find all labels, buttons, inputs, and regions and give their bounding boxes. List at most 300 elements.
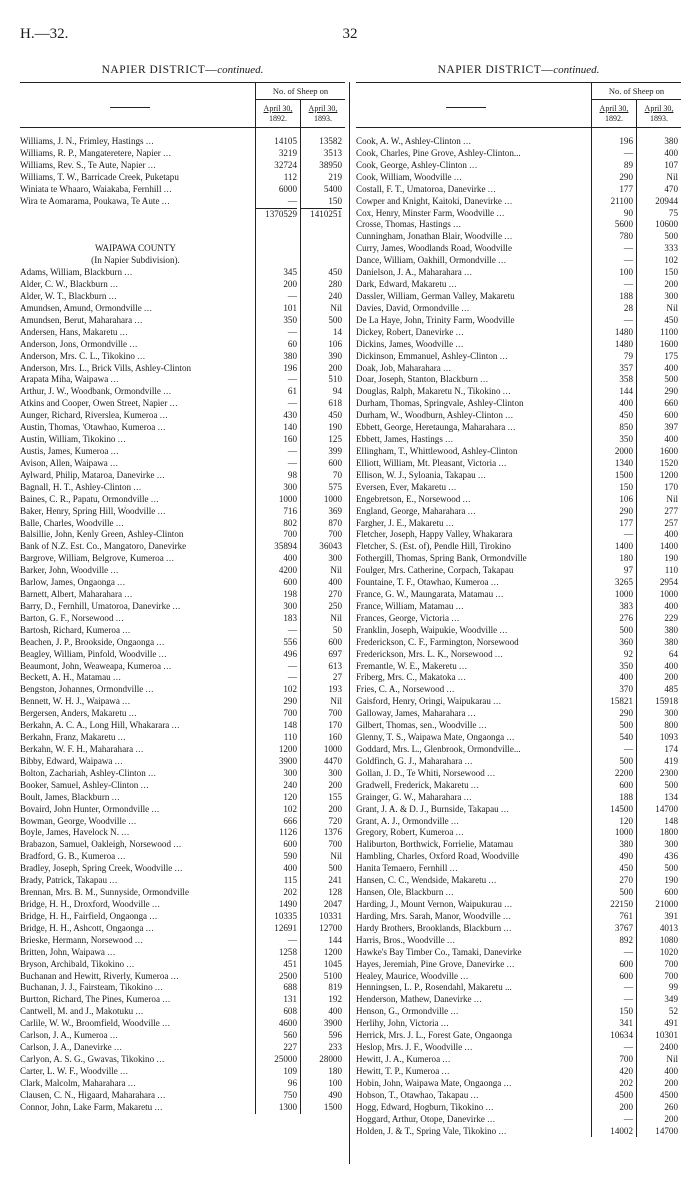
owner-name-text: Gaisford, Henry, Oringi, Waipukarau xyxy=(356,696,491,707)
table-row xyxy=(356,601,681,613)
table-row xyxy=(20,637,345,649)
owner-name xyxy=(20,386,251,398)
sheep-1892: 106 xyxy=(619,493,633,504)
leader-dots: ... xyxy=(110,565,119,576)
sheep-1893: 575 xyxy=(328,481,342,492)
table-row xyxy=(356,363,681,375)
sheep-1892: 79 xyxy=(623,350,633,361)
table-row xyxy=(20,804,345,816)
owner-name-text: Bridge, H. H., Fairfield, Ongaonga xyxy=(20,910,148,921)
owner-name xyxy=(20,613,251,625)
owner-name xyxy=(20,351,251,363)
sheep-1893: 391 xyxy=(664,910,678,921)
owner-name xyxy=(20,565,251,577)
owner-name-text: Winiata te Whaaro, Waiakaba, Fernhill xyxy=(20,183,162,194)
leader-dots: ... xyxy=(135,1006,144,1017)
sheep-1892: 600 xyxy=(619,958,633,969)
owner-name-text: Buchanan and Hewitt, Riverly, Kumeroa xyxy=(20,970,169,981)
leader-dots: ... xyxy=(446,684,455,695)
sheep-1892: — xyxy=(623,255,633,266)
sheep-1893: 200 xyxy=(328,779,342,790)
leader-dots: ... xyxy=(464,755,473,766)
table-row xyxy=(356,279,681,291)
owner-name-text: Connor, John, Lake Farm, Makaretu xyxy=(20,1101,153,1112)
table-row xyxy=(356,315,681,327)
owner-name-text: Grant, J. A. & D. J., Burnside, Takapau xyxy=(356,803,499,814)
owner-name-text: Bargrove, William, Belgrove, Kumeroa xyxy=(20,553,164,564)
sheep-1892: 202 xyxy=(283,887,297,898)
leader-dots: ... xyxy=(124,267,133,278)
owner-name-text: Cook, William, Woodville xyxy=(356,171,452,182)
owner-name xyxy=(356,506,587,518)
owner-name xyxy=(356,601,587,613)
sheep-1893: 400 xyxy=(664,1065,678,1076)
owner-name-text: Carter, L. W. F., Woodville xyxy=(20,1065,118,1076)
owner-name xyxy=(20,434,251,446)
owner-name xyxy=(356,577,587,589)
table-row xyxy=(356,649,681,661)
owner-name-text: Brieske, Hermann, Norsewood xyxy=(20,934,133,945)
sheep-1893: 110 xyxy=(664,565,678,576)
table-row xyxy=(356,219,681,231)
table-row xyxy=(356,1018,681,1030)
sheep-1893: Nil xyxy=(666,1053,678,1064)
leader-dots: ... xyxy=(460,970,469,981)
owner-name-text: Balle, Charles, Woodville xyxy=(20,517,114,528)
sheep-1893: 450 xyxy=(328,410,342,421)
sheep-1892: 160 xyxy=(283,434,297,445)
sheep-1892: 2500 xyxy=(278,970,297,981)
owner-name-text: Danielson, J. A., Maharahara xyxy=(356,267,462,278)
table-row xyxy=(20,446,345,458)
sheep-1893: 1000 xyxy=(323,493,342,504)
sheep-1893: 400 xyxy=(664,660,678,671)
sheep-1893: 500 xyxy=(664,374,678,385)
leader-dots: ... xyxy=(129,338,138,349)
leader-dots: ... xyxy=(149,910,158,921)
sheep-1892: 60 xyxy=(287,338,297,349)
sheep-1893: 240 xyxy=(328,290,342,301)
leader-dots: ... xyxy=(494,648,504,659)
table-row xyxy=(356,434,681,446)
district-name: NAPIER DISTRICT— xyxy=(101,64,218,76)
owner-name xyxy=(356,923,587,935)
owner-name-text: Friberg, Mrs. C., Makatoka xyxy=(356,672,456,683)
leader-dots: ... xyxy=(487,1113,496,1124)
sheep-1893: 102 xyxy=(664,255,678,266)
sheep-1892: 341 xyxy=(619,1018,633,1029)
table-row xyxy=(20,935,345,947)
table-row xyxy=(20,422,345,434)
table-row xyxy=(356,720,681,732)
table-row xyxy=(356,613,681,625)
sheep-1892: 240 xyxy=(283,779,297,790)
sheep-1892: — xyxy=(287,445,297,456)
leader-dots: ... xyxy=(159,410,169,421)
sheep-1893: 5400 xyxy=(323,183,342,194)
leader-dots: ... xyxy=(128,815,137,826)
owner-name-text: Henson, G., Ormondville xyxy=(356,1006,449,1017)
owner-name xyxy=(20,994,251,1006)
sheep-1893: 2300 xyxy=(659,767,678,778)
sheep-1893: Nil xyxy=(666,302,678,313)
owner-name xyxy=(20,696,251,708)
owner-name xyxy=(356,982,587,994)
sheep-1892: 4500 xyxy=(614,1089,633,1100)
owner-name-text: Curry, James, Woodlands Road, Woodville xyxy=(356,243,512,254)
owner-name xyxy=(20,792,251,804)
sheep-1893: 380 xyxy=(664,136,678,146)
table-rows xyxy=(356,128,681,1137)
sheep-1893: 397 xyxy=(664,422,678,433)
owner-name xyxy=(20,529,251,541)
leader-dots: ... xyxy=(127,1077,137,1088)
sheep-1892: 500 xyxy=(619,755,633,766)
owner-name xyxy=(356,768,587,780)
sheep-1892: — xyxy=(623,946,633,957)
owner-name-text: Frederickson, Mrs. L. K., Norsewood xyxy=(356,648,493,659)
table-row xyxy=(20,959,345,971)
district-continued: continued. xyxy=(217,64,264,76)
leader-dots: ... xyxy=(504,195,513,206)
sheep-1893: 369 xyxy=(328,505,342,516)
owner-name xyxy=(20,518,251,530)
owner-name-text: Berkahn, Franz, Makaretu xyxy=(20,732,116,743)
leader-dots: ... xyxy=(115,612,125,623)
sheep-1892: 716 xyxy=(283,505,297,516)
leader-dots: ... xyxy=(150,493,160,504)
table-row xyxy=(356,804,681,816)
owner-name-text: Anderson, Jons, Ormondville xyxy=(20,338,128,349)
leader-dots: ... xyxy=(171,720,180,731)
owner-name-text: Carlyon, A. S. G., Gwavas, Tikokino xyxy=(20,1053,155,1064)
owner-name xyxy=(20,804,251,816)
sheep-1893: Nil xyxy=(330,612,342,623)
sheep-1893: 1600 xyxy=(659,338,678,349)
owner-name xyxy=(356,1042,587,1054)
owner-name xyxy=(356,661,587,673)
sheep-1893: 470 xyxy=(664,183,678,194)
owner-name-text: Fries, C. A., Norsewood xyxy=(356,684,445,695)
table-row xyxy=(20,672,345,684)
owner-name-text: Fremantle, W. E., Makeretu xyxy=(356,660,457,671)
owner-name xyxy=(20,959,251,971)
owner-name-text: Cook, A. W., Ashley-Clinton xyxy=(356,136,461,146)
leader-dots: ... xyxy=(110,279,119,290)
owner-name xyxy=(356,792,587,804)
sheep-1893: 660 xyxy=(664,398,678,409)
owner-name xyxy=(356,839,587,851)
total-1893: 1410251 xyxy=(300,208,342,221)
sheep-1892: 10634 xyxy=(610,1030,633,1041)
owner-name xyxy=(20,1006,251,1018)
table-row xyxy=(356,732,681,744)
name-column-header xyxy=(356,83,591,127)
sheep-1892: 148 xyxy=(283,720,297,731)
owner-name-text: Costall, F. T., Umatoroa, Danevirke xyxy=(356,183,486,194)
sheep-1893: 491 xyxy=(664,1018,678,1029)
sheep-1892: — xyxy=(623,982,633,993)
leader-dots: ... xyxy=(504,899,513,909)
owner-name-text: Frederickson, C. F., Farmington, Norsewood xyxy=(356,636,519,647)
owner-name-text: Elliott, William, Mt. Pleasant, Victoria xyxy=(356,457,497,468)
sheep-1892: 3265 xyxy=(614,577,633,588)
owner-name xyxy=(20,1030,251,1042)
sheep-1893: 175 xyxy=(664,350,678,361)
owner-name xyxy=(20,589,251,601)
owner-name-text: Hambling, Charles, Oxford Road, Woodville xyxy=(356,851,520,862)
owner-name-text: Eversen, Ever, Makaretu xyxy=(356,481,447,492)
sheep-1892: 290 xyxy=(283,696,297,707)
owner-name xyxy=(20,744,251,756)
sheep-1892: 688 xyxy=(283,982,297,993)
leader-dots: ... xyxy=(442,1053,451,1064)
table-row xyxy=(20,1090,345,1102)
sheep-1892: 3900 xyxy=(278,755,297,766)
sheep-1893: 2047 xyxy=(323,899,342,909)
owner-name-text: Harding, J., Mount Vernon, Waipukurau xyxy=(356,899,502,909)
sheep-1893: 148 xyxy=(664,815,678,826)
table-row xyxy=(20,684,345,696)
owner-name-text: Cox, Henry, Minster Farm, Woodville xyxy=(356,207,495,218)
sheep-1893: 200 xyxy=(664,1077,678,1088)
sheep-1892: 144 xyxy=(619,386,633,397)
owner-name-text: Durham, W., Woodburn, Ashley-Clinton xyxy=(356,410,503,421)
sheep-1892: 850 xyxy=(619,422,633,433)
sheep-1892: 2000 xyxy=(614,445,633,456)
table-row xyxy=(356,1078,681,1090)
table-row xyxy=(20,160,345,172)
owner-name xyxy=(20,1054,251,1066)
leader-dots: ... xyxy=(163,147,172,158)
sheep-1893: 436 xyxy=(664,851,678,862)
table-row xyxy=(356,184,681,196)
sheep-1893: 64 xyxy=(668,648,678,659)
sheep-1892: — xyxy=(623,994,633,1005)
owner-name xyxy=(356,458,587,470)
leader-dots: ... xyxy=(145,922,155,933)
sheep-1892: 102 xyxy=(283,684,297,695)
owner-name xyxy=(356,625,587,637)
sheep-1893: 1093 xyxy=(659,732,678,743)
sheep-1892: 61 xyxy=(287,386,297,397)
owner-name-text: Barnett, Albert, Maharahara xyxy=(20,589,123,600)
sheep-1893: 613 xyxy=(328,660,342,671)
owner-name xyxy=(356,756,587,768)
table-row xyxy=(356,672,681,684)
sheep-1892: 700 xyxy=(283,529,297,540)
owner-name xyxy=(356,148,587,160)
sheep-1893: 1000 xyxy=(659,589,678,600)
owner-name xyxy=(20,899,251,911)
sheep-1892: 150 xyxy=(619,1006,633,1017)
section-heading xyxy=(20,243,345,255)
owner-name xyxy=(356,863,587,875)
owner-name-text: Carlile, W. W., Broomfield, Woodville xyxy=(20,1018,160,1029)
table-row xyxy=(356,744,681,756)
sheep-1892: 177 xyxy=(619,183,633,194)
leader-dots: ... xyxy=(151,803,160,814)
table-row xyxy=(356,887,681,899)
leader-dots: ... xyxy=(503,1077,512,1088)
sheep-1893: 190 xyxy=(664,553,678,564)
sheep-1893: 170 xyxy=(664,481,678,492)
sheep-1893: 1520 xyxy=(659,457,678,468)
leader-dots: ... xyxy=(498,1125,507,1136)
sheep-1892: 35894 xyxy=(274,541,297,552)
table-row xyxy=(356,1042,681,1054)
table-row xyxy=(356,267,681,279)
sheep-1892: 4600 xyxy=(278,1018,297,1029)
total-1892: 1370529 xyxy=(255,208,297,221)
sheep-1893: 700 xyxy=(664,958,678,969)
sheep-1893: 1045 xyxy=(323,958,342,969)
owner-name xyxy=(20,374,251,386)
owner-name-text: Hansen, Ole, Blackburn xyxy=(356,887,444,898)
owner-name-text: Alder, W. T., Blackburn xyxy=(20,290,107,301)
table-row xyxy=(356,911,681,923)
owner-name-text: Bergersen, Anders, Makaretu xyxy=(20,708,127,719)
leader-dots: ... xyxy=(122,696,131,707)
sheep-1892: 6000 xyxy=(278,183,297,194)
sheep-1892: 500 xyxy=(619,624,633,635)
table-row xyxy=(20,851,345,863)
sheep-1893: 125 xyxy=(328,434,342,445)
owner-name-text: Grant, A. J., Ormondville xyxy=(356,815,449,826)
sheep-1892: 89 xyxy=(623,159,633,170)
sheep-1893: Nil xyxy=(330,696,342,707)
table-row xyxy=(356,470,681,482)
sheep-1892: 600 xyxy=(619,970,633,981)
sheep-1893: 14700 xyxy=(655,1125,678,1136)
owner-name-text: Davies, David, Ormondville xyxy=(356,302,460,313)
sheep-1892: 15821 xyxy=(610,696,633,707)
sheep-1893: 490 xyxy=(328,1089,342,1100)
owner-name xyxy=(356,339,587,351)
owner-name-text: Bolton, Zachariah, Ashley-Clinton xyxy=(20,767,146,778)
sheep-1893: 349 xyxy=(664,994,678,1005)
sheep-1893: 697 xyxy=(328,648,342,659)
sheep-1893: 144 xyxy=(328,934,342,945)
table-row xyxy=(356,816,681,828)
sheep-1893: 200 xyxy=(664,1113,678,1124)
owner-name xyxy=(356,696,587,708)
owner-name xyxy=(20,661,251,673)
owner-name xyxy=(356,386,587,398)
table-row xyxy=(356,827,681,839)
owner-name xyxy=(356,613,587,625)
leader-dots: ... xyxy=(443,362,452,373)
owner-name-text: Dickins, James, Woodville xyxy=(356,338,454,349)
owner-name-text: Gollan, J. D., Te Whiti, Norsewood xyxy=(356,767,485,778)
owner-name xyxy=(20,839,251,851)
spacer-row xyxy=(20,219,345,231)
leader-dots: ... xyxy=(110,445,120,456)
section-heading-text: WAIPAWA COUNTY xyxy=(94,243,177,254)
table-row xyxy=(20,899,345,911)
sheep-1892: 102 xyxy=(283,803,297,814)
owner-name-text: Cook, Charles, Pine Grove, Ashley-Clinton... xyxy=(356,147,521,158)
sheep-1893: 500 xyxy=(664,779,678,790)
table-row xyxy=(356,422,681,434)
sheep-1893: 200 xyxy=(664,279,678,290)
leader-dots: ... xyxy=(499,624,508,635)
leader-dots: ... xyxy=(166,553,175,564)
leader-dots: ... xyxy=(451,612,460,623)
owner-name-text: Henderson, Mathew, Danevirke xyxy=(356,994,472,1005)
leader-dots: ... xyxy=(144,302,153,313)
leader-dots: ... xyxy=(487,767,496,778)
sheep-1892: 196 xyxy=(619,136,633,146)
table-row xyxy=(356,172,681,184)
leader-dots: ... xyxy=(157,505,166,516)
sheep-1892: — xyxy=(623,1113,633,1124)
owner-name-text: Anderson, Mrs. C. L., Tikokino xyxy=(20,350,135,361)
sheep-1892: 200 xyxy=(283,279,297,290)
owner-name-text: Hansen, C. C., Wendside, Makaretu xyxy=(356,875,487,886)
table-body xyxy=(356,128,681,1137)
table-row xyxy=(20,196,345,208)
owner-name xyxy=(20,398,251,410)
owner-name xyxy=(20,851,251,863)
leader-dots: ... xyxy=(453,171,463,182)
table-row xyxy=(20,303,345,315)
table-row xyxy=(356,935,681,947)
owner-name xyxy=(356,279,587,291)
sheep-1893: 3900 xyxy=(323,1018,342,1029)
owner-name xyxy=(356,136,587,148)
section-heading xyxy=(20,255,345,267)
sheep-1893: 277 xyxy=(664,505,678,516)
sheep-1892: 227 xyxy=(283,1042,297,1053)
table-row xyxy=(356,506,681,518)
sheep-1893: 150 xyxy=(328,195,342,206)
sheep-1893: 500 xyxy=(328,314,342,325)
owner-name-text: Glenny, T. S., Waipawa Mate, Ongaonga xyxy=(356,732,505,743)
sheep-1892: 1340 xyxy=(614,457,633,468)
sheep-1892: — xyxy=(287,195,297,206)
owner-name xyxy=(20,756,251,768)
leader-dots: ... xyxy=(145,136,155,146)
sheep-1893: 300 xyxy=(664,839,678,850)
table-row xyxy=(20,911,345,923)
leader-dots: ... xyxy=(470,779,480,790)
sheep-1892: 430 xyxy=(283,410,297,421)
table-row xyxy=(20,1054,345,1066)
table-row xyxy=(356,1126,681,1138)
sheep-1893: 190 xyxy=(328,422,342,433)
owner-name xyxy=(356,410,587,422)
owner-name xyxy=(356,959,587,971)
table-row xyxy=(20,184,345,196)
owner-name-text: Baker, Henry, Spring Hill, Woodville xyxy=(20,505,156,516)
owner-name xyxy=(20,982,251,994)
sheep-1892: 21100 xyxy=(610,195,633,206)
owner-name xyxy=(20,1066,251,1078)
owner-name xyxy=(356,184,587,196)
sheep-1893: 510 xyxy=(328,374,342,385)
sheep-1892: 345 xyxy=(283,267,297,278)
sheep-1893: 1600 xyxy=(659,445,678,456)
owner-name xyxy=(356,208,587,220)
owner-name-text: Bryson, Archibald, Tikokino xyxy=(20,958,125,969)
owner-name-text: Williams, T. W., Barricade Creek, Puketapu xyxy=(20,171,179,182)
sheep-1893: 596 xyxy=(328,1030,342,1041)
owner-name xyxy=(356,541,587,553)
sheep-1892: 2200 xyxy=(614,767,633,778)
table-row xyxy=(20,315,345,327)
owner-name xyxy=(356,351,587,363)
